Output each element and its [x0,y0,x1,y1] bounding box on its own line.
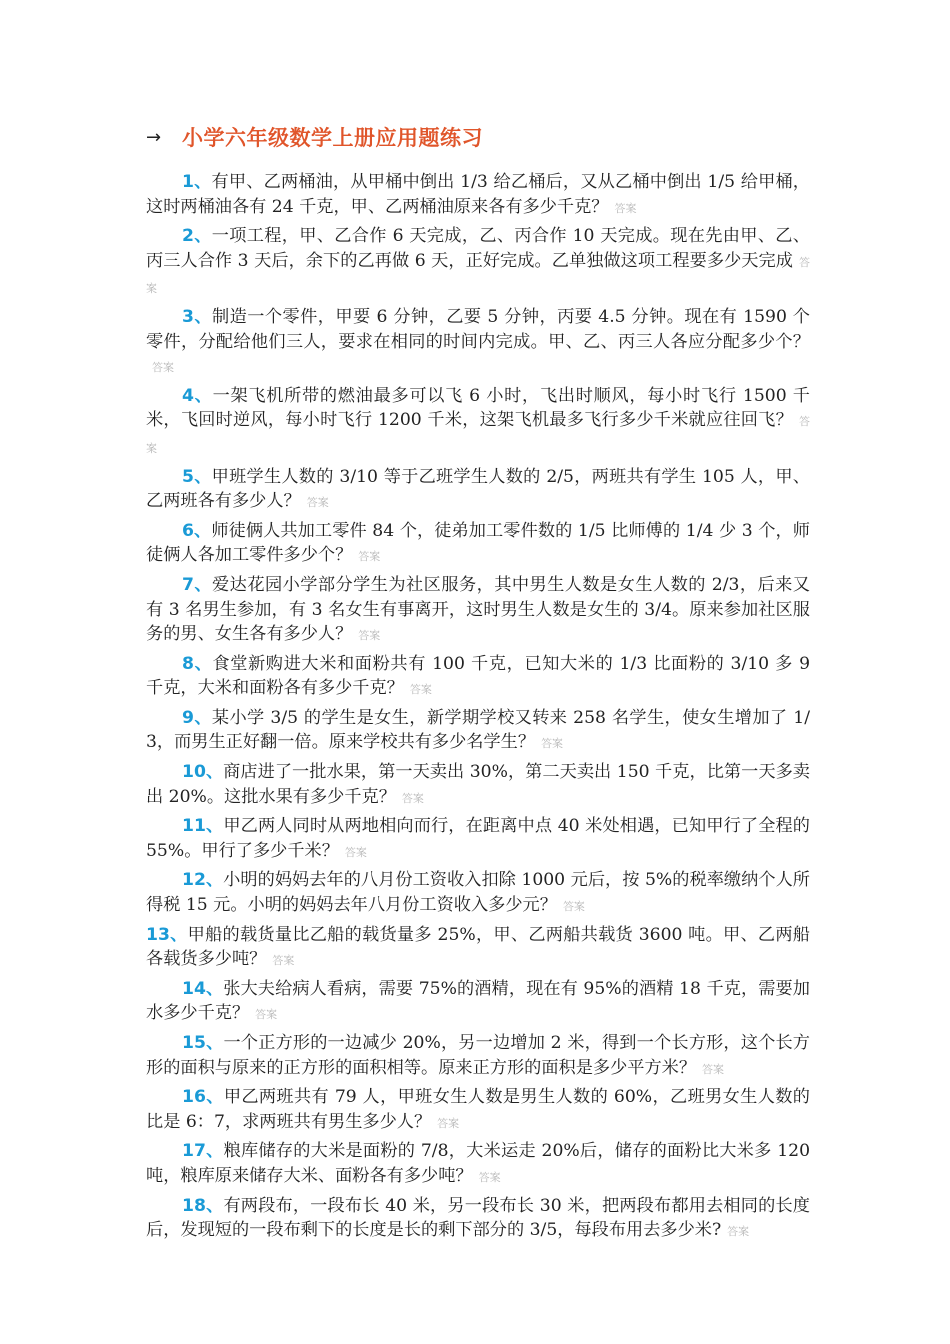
question-number: 4、 [182,385,213,406]
question-text: 小明的妈妈去年的八月份工资收入扣除 1000 元后，按 5%的税率缴纳个人所得税 15 元。小明的妈妈去年八月份工资收入多少元？ [146,870,810,916]
question-item [146,170,810,221]
question-number: 13、 [146,924,188,945]
answer-link[interactable]: 答案 [401,791,424,805]
question-text: 商店进了一批水果，第一天卖出 30%，第二天卖出 150 千克，比第一天多卖出 20%。这批水果有多少千克？ [146,762,810,807]
question-text: 食堂新购进大米和面粉共有 100 千克，已知大米的 1/3 比面粉的 3/10 多 9 千克，大米和面粉各有多少千克？ [146,653,810,699]
question-text: 甲班学生人数的 3/10 等于乙班学生人数的 2/5，两班共有学生 105 人，甲、乙两班各有多少人？ [146,466,810,512]
arrow-icon: → [146,126,162,148]
question-text: 有甲、乙两桶油，从甲桶中倒出 1/3 给乙桶后，又从乙桶中倒出 1/5 给甲桶，这时两桶油各有 24 千克，甲、乙两桶油原来各有多少千克？ [146,172,810,217]
question-number: 1、 [182,172,212,192]
question-number: 12、 [182,870,224,891]
question-text: 制造一个零件，甲要 6 分钟，乙要 5 分钟，丙要 4.5 分钟。现在有 1590 个零件，分配给他们三人，要求在相同的时间内完成。甲、乙、丙三人各应分配多少个？ [146,306,810,352]
question-item [146,573,810,649]
question-item [146,977,810,1028]
question-text: 某小学 3/5 的学生是女生，新学期学校又转来 258 名学生，使女生增加了 1/3，而男生正好翻一倍。原来学校共有多少名学生？ [146,707,810,753]
question-text: 甲乙两人同时从两地相向而行，在距离中点 40 米处相遇，已知甲行了全程的 55%。甲行了多少千米？ [146,816,810,861]
question-item [146,1139,810,1190]
question-text: 一项工程，甲、乙合作 6 天完成，乙、丙合作 10 天完成。现在先由甲、乙、丙三人合作 3 天后，余下的乙再做 6 天，正好完成。乙单独做这项工程要多少天完成 [146,226,810,271]
question-number: 14、 [182,978,224,999]
question-number: 17、 [182,1141,224,1162]
question-number: 18、 [182,1195,224,1216]
question-text: 甲船的载货量比乙船的载货量多 25%，甲、乙两船共载货 3600 吨。甲、乙两船各载货多少吨？ [146,924,810,970]
question-item [146,465,810,516]
title-row [146,122,483,152]
question-item [146,384,810,462]
question-text: 爱达花园小学部分学生为社区服务，其中男生人数是女生人数的 2/3，后来又有 3 名男生参加，有 3 名女生有事离开，这时男生人数是女生的 3/4。原来参加社区服务的男、女生各有多少人？ [146,574,810,645]
page-title: 小学六年级数学上册应用题练习 [182,126,483,150]
answer-link[interactable]: 答案 [306,496,329,510]
question-text: 一架飞机所带的燃油最多可以飞 6 小时，飞出时顺风，每小时飞行 1500 千米，飞回时逆风，每小时飞行 1200 千米，这架飞机最多飞行多少千米就应往回飞？ [146,385,810,431]
question-item [146,305,810,381]
answer-link[interactable]: 答案 [614,201,637,215]
question-number: 10、 [182,762,224,783]
answer-link[interactable]: 答案 [562,900,585,914]
question-item [146,814,810,865]
question-item [146,224,810,302]
question-text: 有两段布，一段布长 40 米，另一段布长 30 米，把两段布都用去相同的长度后，发现短的一段布剩下的长度是长的剩下部分的 3/5，每段布用去多少米? [146,1195,810,1241]
answer-link[interactable]: 答案 [344,845,367,859]
answer-link[interactable]: 答案 [146,415,810,455]
question-number: 15、 [182,1033,224,1053]
answer-link[interactable]: 答案 [146,255,810,296]
question-item [146,923,810,974]
question-text: 粮库储存的大米是面粉的 7/8，大米运走 20%后，储存的面粉比大米多 120 吨，粮库原来储存大米、面粉各有多少吨？ [146,1141,811,1186]
answer-link[interactable]: 答案 [437,1116,460,1130]
answer-link[interactable]: 答案 [152,361,174,375]
answer-link[interactable]: 答案 [358,550,381,564]
question-text: 甲乙两班共有 79 人，甲班女生人数是男生人数的 60%，乙班男女生人数的比是 6：7，求两班共有男生多少人？ [146,1087,810,1132]
answer-link[interactable]: 答案 [272,954,295,968]
answer-link[interactable]: 答案 [727,1225,750,1239]
answer-link[interactable]: 答案 [358,629,381,643]
question-item [146,1085,810,1136]
question-item [146,652,810,703]
question-number: 3、 [182,306,213,327]
question-number: 2、 [182,226,212,247]
question-text: 一个正方形的一边减少 20%，另一边增加 2 米，得到一个长方形，这个长方形的面积与原来的正方形的面积相等。原来正方形的面积是多少平方米？ [146,1033,810,1078]
question-item [146,706,810,757]
answer-link[interactable]: 答案 [409,683,432,697]
answer-link[interactable]: 答案 [541,737,564,751]
question-item [146,1031,810,1082]
question-item [146,868,810,919]
question-text: 张大夫给病人看病，需要 75%的酒精，现在有 95%的酒精 18 千克，需要加水多少千克？ [146,978,810,1024]
answer-link[interactable]: 答案 [478,1170,501,1184]
question-list [146,170,810,1248]
question-number: 9、 [182,707,212,728]
answer-link[interactable]: 答案 [702,1062,725,1076]
question-number: 16、 [182,1087,224,1108]
question-number: 6、 [182,520,212,541]
question-item [146,1194,810,1245]
question-number: 11、 [182,816,224,837]
question-number: 5、 [182,466,212,487]
question-text: 师徒俩人共加工零件 84 个，徒弟加工零件数的 1/5 比师傅的 1/4 少 3 个，师徒俩人各加工零件多少个？ [146,520,810,566]
answer-link[interactable]: 答案 [255,1008,278,1022]
question-number: 7、 [182,574,213,595]
question-item [146,519,810,570]
question-item [146,760,810,811]
question-number: 8、 [182,653,213,674]
